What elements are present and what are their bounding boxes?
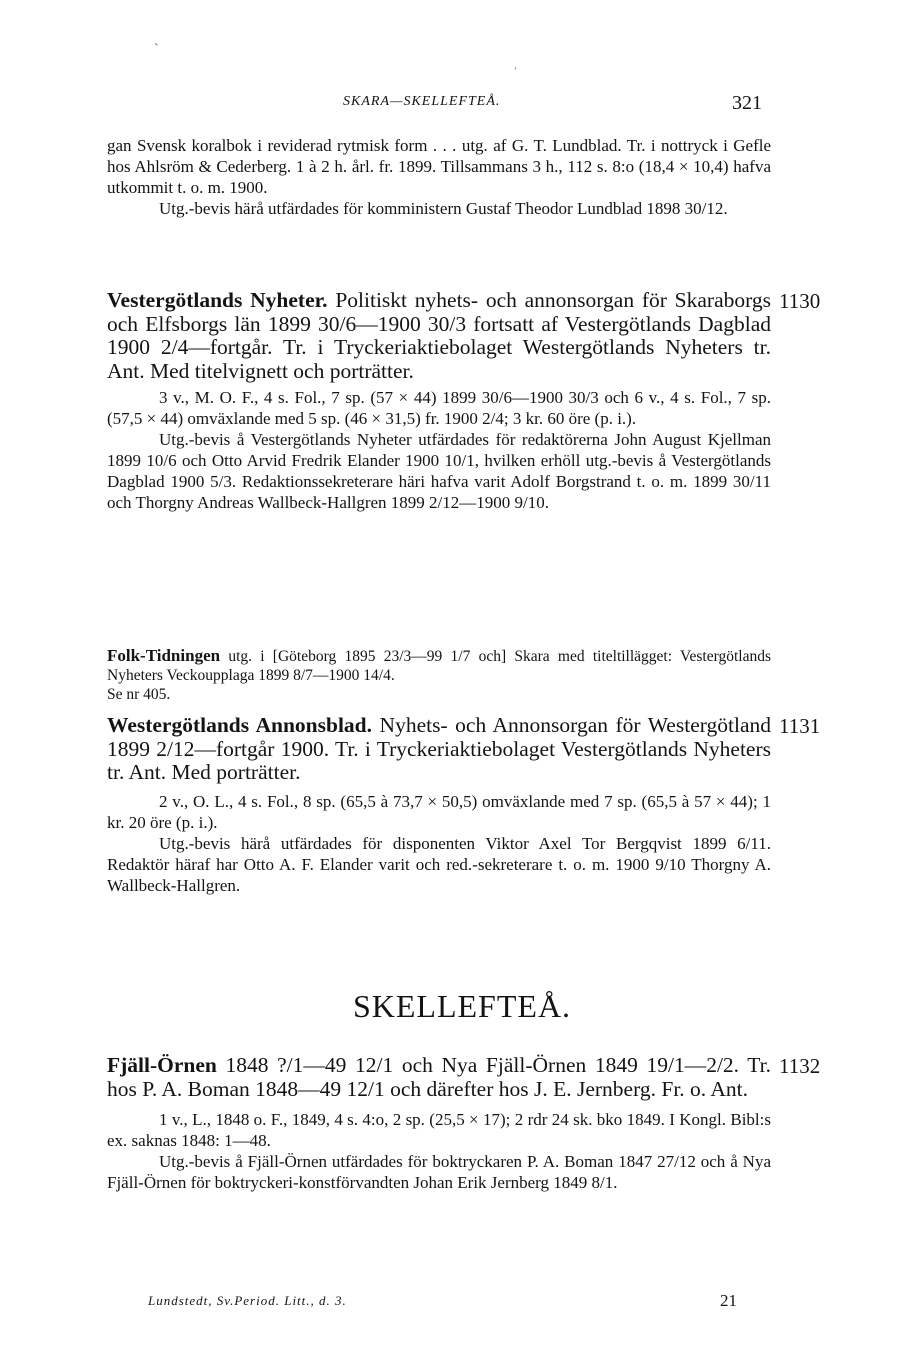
entry-title: Fjäll-Örnen <box>107 1053 217 1077</box>
continued-entry <box>107 135 771 219</box>
scan-speck: ˋ <box>154 42 159 57</box>
entry-format: 1 v., L., 1848 o. F., 1849, 4 s. 4:o, 2 sp. (25,5 × 17); 2 rdr 24 sk. bko 1849. I Kongl. Bibl:s ex. saknas 1848: 1—48. <box>107 1110 771 1150</box>
continued-entry-text: gan Svensk koralbok i reviderad rytmisk form . . . utg. af G. T. Lundblad. Tr. i nottryck i Gefle hos Ahlsröm & Cederberg. 1 à 2 h. årl. fr. 1899. Tillsammans 3 h., 112 s. 8:o (18,4 × 10,4) hafva utkommit t. o. m. 1900. <box>107 136 771 197</box>
entry-description: 1848 ?/1—49 12/1 och Nya Fjäll-Örnen 1849 19/1—2/2. Tr. hos P. A. Boman 1848—49 12/1 och därefter hos J. E. Jernberg. Fr. o. Ant. <box>107 1053 771 1101</box>
entry-heading <box>107 714 771 785</box>
see-also: Se nr 405. <box>107 686 171 703</box>
entry-title: Folk-Tidningen <box>107 646 221 665</box>
entry-publisher-note: Utg.-bevis härå utfärdades för disponenten Viktor Axel Tor Bergqvist 1899 6/11. Redaktör häraf har Otto A. F. Elander varit och red.-sekreterare t. o. m. 1900 9/10 Thorgny A. Wallbeck-Hallgren. <box>107 833 771 895</box>
entry-description: utg. i [Göteborg 1895 23/3—99 1/7 och] Skara med titeltillägget: Vestergötlands Nyheters Veckoupplaga 1899 8/7—1900 14/4. <box>107 648 771 684</box>
footer <box>0 1293 924 1317</box>
entry-number: 1130 <box>779 289 821 313</box>
entry-heading <box>107 1054 771 1101</box>
entry-number: 1132 <box>779 1054 821 1078</box>
running-head <box>0 94 924 118</box>
entry-format: 2 v., O. L., 4 s. Fol., 8 sp. (65,5 à 73,7 × 50,5) omväxlande med 7 sp. (65,5 à 57 × 44); 1 kr. 20 öre (p. i.). <box>107 791 771 832</box>
entry-title: Vestergötlands Nyheter. <box>107 288 328 312</box>
footer-source: Lundstedt, Sv.Period. Litt., d. 3. <box>148 1293 347 1308</box>
section-heading: SKELLEFTEÅ. <box>352 988 572 1024</box>
entry-1131 <box>107 714 771 896</box>
entry-description: Nyhets- och Annonsorgan för Westergötland 1899 2/12—fortgår 1900. Tr. i Tryckeriaktiebolaget Vestergötlands Nyheters tr. Ant. Med porträtter. <box>107 713 771 784</box>
entry-number: 1131 <box>779 714 821 738</box>
entry-folk-tidningen <box>107 646 771 704</box>
scan-speck: ˈ <box>513 66 518 81</box>
entry-publisher-note: Utg.-bevis å Vestergötlands Nyheter utfärdades för redaktörerna John August Kjellman 1899 10/6 och Otto Arvid Fredrik Elander 1900 10/1, hvilken erhöll utg.-bevis å Vestergötlands Dagblad 1900 5/3. Redaktionssekreterare häri hafva varit Adolf Borgstrand t. o. m. 1899 30/11 och Thorgny Andreas Wallbeck-Hallgren 1899 2/12—1900 9/10. <box>107 430 771 512</box>
entry-heading <box>107 646 771 685</box>
continued-entry-note: Utg.-bevis härå utfärdades för komministern Gustaf Theodor Lundblad 1898 30/12. <box>159 199 728 218</box>
page-number: 321 <box>732 92 762 114</box>
entry-description: Politiskt nyhets- och annonsorgan för Skaraborgs och Elfsborgs län 1899 30/6—1900 30/3 fortsatt af Vestergötlands Dagblad 1900 2/4—fortgår. Tr. i Tryckeriaktiebolaget Westergötlands Nyheters tr. Ant. Med titelvignett och porträtter. <box>107 288 772 383</box>
running-title: SKARA—SKELLEFTEÅ. <box>343 94 501 109</box>
entry-format: 3 v., M. O. F., 4 s. Fol., 7 sp. (57 × 44) 1899 30/6—1900 30/3 och 6 v., 4 s. Fol., 7 sp. (57,5 × 44) omväxlande med 5 sp. (46 × 31,5) fr. 1900 2/4; 3 kr. 60 öre (p. i.). <box>107 388 771 428</box>
entry-title: Westergötlands Annonsblad. <box>107 713 373 737</box>
entry-heading <box>107 289 771 383</box>
entry-publisher-note: Utg.-bevis å Fjäll-Örnen utfärdades för boktryckaren P. A. Boman 1847 27/12 och å Nya Fjäll-Örnen för boktryckeri-konstförvandten Johan Erik Jernberg 1849 8/1. <box>107 1152 771 1192</box>
signature-mark: 21 <box>720 1291 737 1310</box>
entry-1132 <box>107 1054 771 1193</box>
entry-1130 <box>107 289 771 513</box>
